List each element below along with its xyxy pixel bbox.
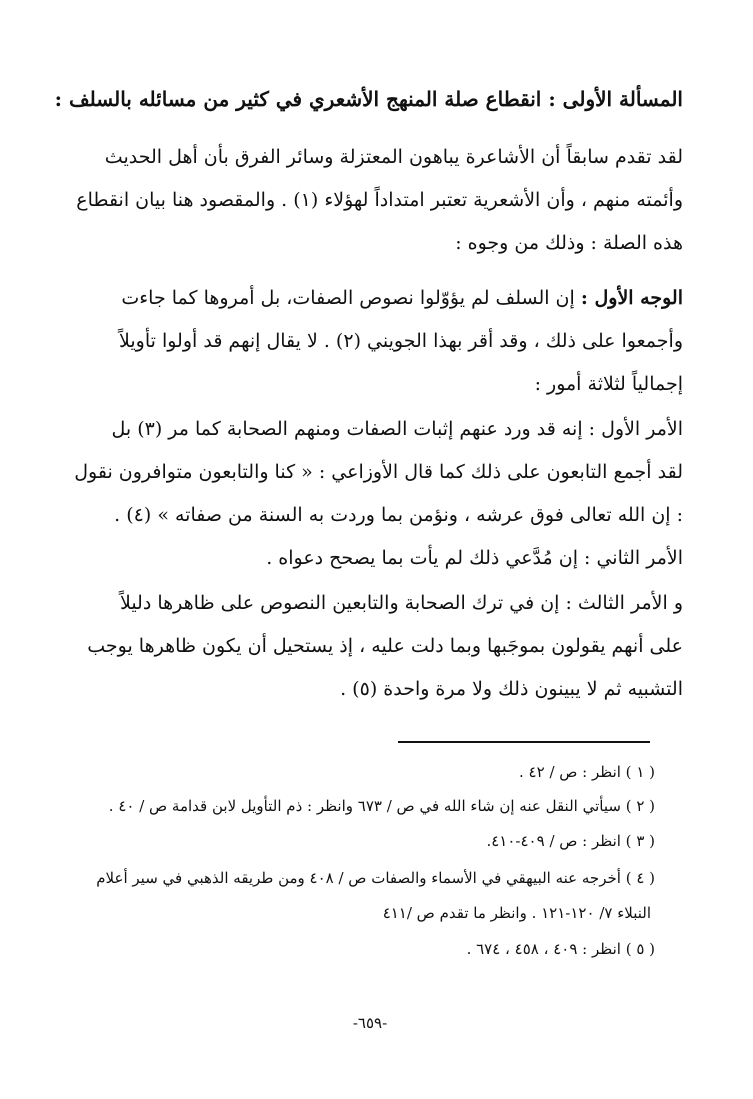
second-matter: الأمر الثاني : إن مُدَّعي ذلك لم يأت بما يصحح دعواه . xyxy=(266,547,683,569)
first-matter-line-3: : إن الله تعالى فوق عرشه ، ونؤمن بما وردت به السنة من صفاته » (٤) . xyxy=(114,504,683,526)
section-heading-title: انقطاع صلة المنهج الأشعري في كثير من مسائله بالسلف : xyxy=(54,87,549,111)
first-aspect-line-3: إجمالياً لثلاثة أمور : xyxy=(534,373,683,395)
page-number: -٦٥٩- xyxy=(352,1014,388,1032)
third-matter-line-3: التشبيه ثم لا يبينون ذلك ولا مرة واحدة (٥) . xyxy=(340,678,683,700)
third-matter-line-1: و الأمر الثالث : إن في ترك الصحابة والتابعين النصوص على ظاهرها دليلاً xyxy=(119,592,683,614)
footnote-2: ( ٢ ) سيأتي النقل عنه إن شاء الله في ص / ٦٧٣ وانظر : ذم التأويل لابن قدامة ص / ٤٠ . xyxy=(108,797,655,815)
first-aspect-line-1 xyxy=(60,283,683,313)
first-matter-line-1: الأمر الأول : إنه قد ورد عنهم إثبات الصفات ومنهم الصحابة كما مر (٣) بل xyxy=(111,418,683,440)
footnote-3: ( ٣ ) انظر : ص / ٤٠٩-٤١٠. xyxy=(486,832,655,850)
first-aspect-label: الوجه الأول : xyxy=(580,287,683,309)
footnote-4-line-2: النبلاء ٧/ ١٢٠-١٢١ . وانظر ما تقدم ص /٤١١ xyxy=(382,904,651,922)
section-heading-label: المسألة الأولى : xyxy=(548,87,683,111)
section-heading xyxy=(54,84,683,114)
third-matter-line-2: على أنهم يقولون بموجَبها وبما دلت عليه ، إذ يستحيل أن يكون ظاهرها يوجب xyxy=(87,635,683,657)
footnote-5: ( ٥ ) انظر : ٤٠٩ ، ٤٥٨ ، ٦٧٤ . xyxy=(466,940,655,958)
footnote-4-line-1: ( ٤ ) أخرجه عنه البيهقي في الأسماء والصفات ص / ٤٠٨ ومن طريقه الذهبي في سير أعلام xyxy=(96,869,655,887)
footnote-1: ( ١ ) انظر : ص / ٤٢ . xyxy=(519,763,655,781)
intro-line-2: وأئمته منهم ، وأن الأشعرية تعتبر امتداداً لهؤلاء (١) . والمقصود هنا بيان انقطاع xyxy=(76,189,683,211)
intro-line-1: لقد تقدم سابقاً أن الأشاعرة يباهون المعتزلة وسائر الفرق بأن أهل الحديث xyxy=(104,146,683,168)
footnote-separator xyxy=(398,741,650,743)
first-matter-line-2: لقد أجمع التابعون على ذلك كما قال الأوزاعي : « كنا والتابعون متوافرون نقول xyxy=(74,461,683,483)
first-aspect-text: إن السلف لم يؤوّلوا نصوص الصفات، بل أمروها كما جاءت xyxy=(121,287,581,309)
first-aspect-line-2: وأجمعوا على ذلك ، وقد أقر بهذا الجويني (٢) . لا يقال إنهم قد أولوا تأويلاً xyxy=(119,330,683,352)
intro-line-3: هذه الصلة : وذلك من وجوه : xyxy=(455,232,683,254)
